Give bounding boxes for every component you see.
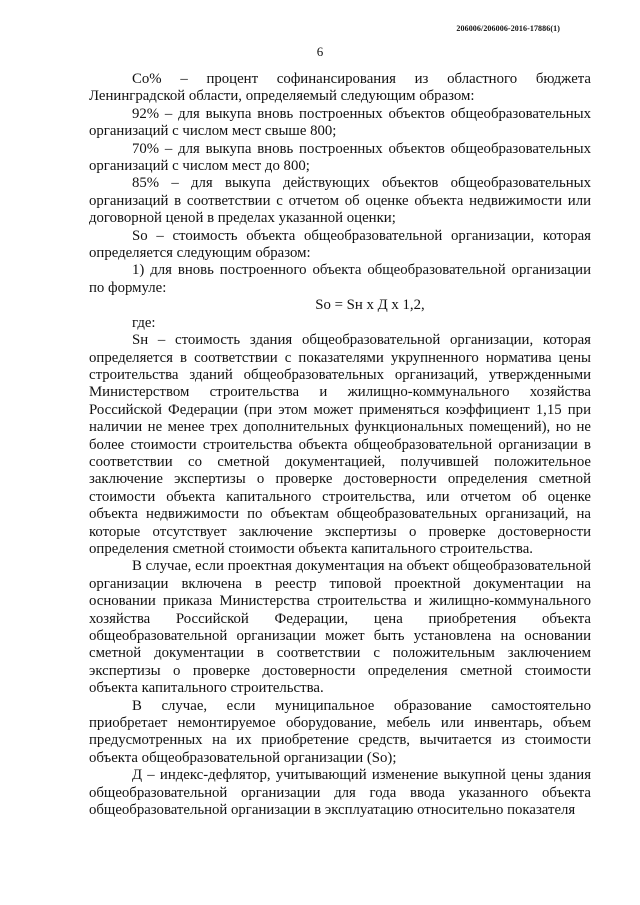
paragraph-typical-design-case: В случае, если проектная документация на объект общеобразовательной организации включена в реестр типовой проектной документации на основании приказа Министерства строительства и жилищно-коммунального хозяйства Российской Федерации, цена приобретения объекта общеобразовательной организации может быть установлена на основании сметной документации в соответствии с положительным заключением экспертизы о проверке достоверности определения сметной стоимости объекта капитального строительства. bbox=[89, 558, 591, 697]
paragraph-rate-85: 85% – для выкупа действующих объектов общеобразовательных организаций в соответствии с отчетом об оценке объекта недвижимости или договорной ценой в пределах указанной оценки; bbox=[89, 175, 591, 227]
paragraph-new-building-formula-intro: 1) для вновь построенного объекта общеобразовательной организации по формуле: bbox=[89, 262, 591, 296]
paragraph-rate-70: 70% – для выкупа вновь построенных объектов общеобразовательных организаций с числом мест до 800; bbox=[89, 140, 591, 175]
paragraph-cofinancing-definition: Со% – процент софинансирования из областного бюджета Ленинградской области, определяемый следующим образом: bbox=[89, 71, 591, 105]
document-id: 206006/206006-2016-17886(1) bbox=[456, 24, 560, 33]
paragraph-sn-definition: Sн – стоимость здания общеобразовательной организации, которая определяется в соответствии с показателями укрупненного норматива цены строительства зданий общеобразовательных организаций, утвержденными Министерством строительства и жилищно-коммунального хозяйства Российской Федерации (при этом может применяться коэффициент 1,15 при наличии не менее трех дополнительных функциональных помещений), но не более стоимости строительства объекта общеобразовательной организации в соответствии со сметной документацией, получившей положительное заключение экспертизы о проверке достоверности определения сметной стоимости объекта капитального строительства, или отчетом об оценке объекта недвижимости по объектам общеобразовательных организаций, на которые отсутствует заключение экспертизы о проверке достоверности определения сметной стоимости объекта капитального строительства. bbox=[89, 332, 591, 557]
formula: Sо = Sн х Д х 1,2, bbox=[315, 297, 425, 314]
paragraph-where: где: bbox=[132, 314, 156, 331]
paragraph-deflator-definition: Д – индекс-дефлятор, учитывающий изменение выкупной цены здания общеобразовательной организации для года ввода указанного объекта общеобразовательной организации в эксплуатацию относительно показателя bbox=[89, 767, 591, 819]
document-body bbox=[89, 71, 591, 819]
paragraph-so-definition: Sо – стоимость объекта общеобразовательной организации, которая определяется следующим образом: bbox=[89, 227, 591, 262]
paragraph-equipment-deduction: В случае, если муниципальное образование самостоятельно приобретает немонтируемое оборудование, мебель или инвентарь, объем предусмотренных на их приобретение средств, вычитается из стоимости объекта общеобразовательной организации (Sо); bbox=[89, 697, 591, 766]
page-number: 6 bbox=[316, 44, 324, 59]
paragraph-rate-92: 92% – для выкупа вновь построенных объектов общеобразовательных организаций с числом мест свыше 800; bbox=[89, 105, 591, 140]
